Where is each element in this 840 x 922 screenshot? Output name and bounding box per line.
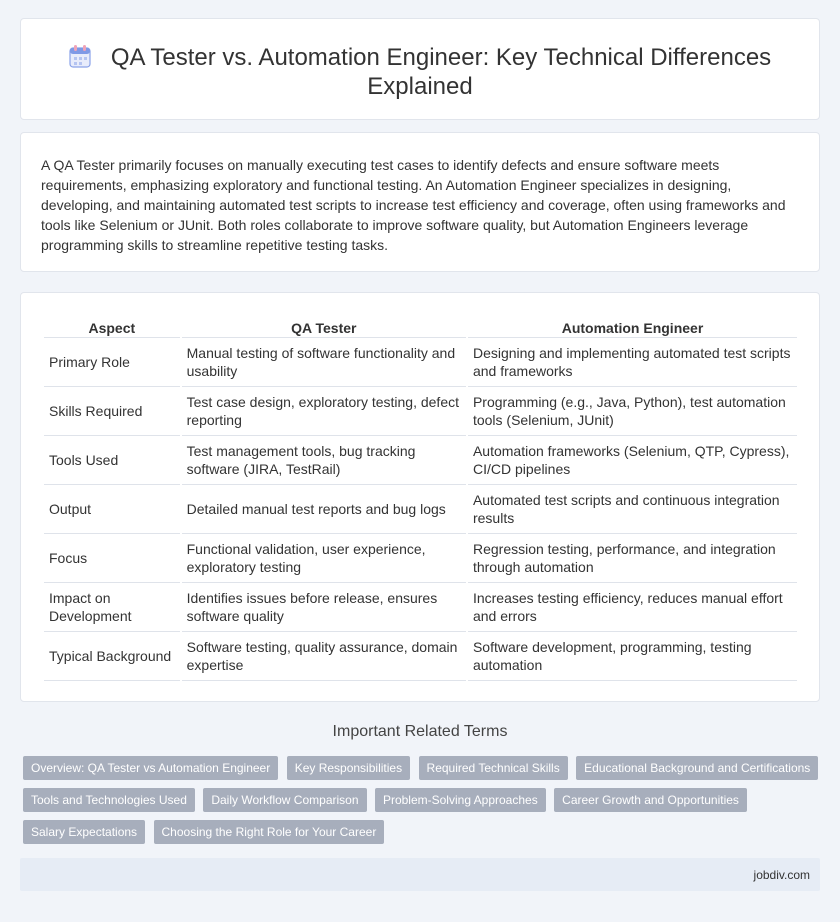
table-row bbox=[44, 436, 797, 485]
intro-text: A QA Tester primarily focuses on manually executing test cases to identify defects and ensure software meets requirements, emphasizing exploratory and functional testing. An Automation Engineer specializes in designing, developing, and maintaining automated test scripts to increase test efficiency and coverage, often using frameworks and tools like Selenium or JUnit. Both roles collaborate to improve software quality, but Automation Engineers leverage programming skills to streamline repetitive testing tasks. bbox=[41, 157, 786, 253]
row-automation-engineer: Automated test scripts and continuous integration results bbox=[468, 485, 797, 534]
intro-card bbox=[20, 132, 820, 272]
table-row bbox=[44, 632, 797, 681]
page-title: QA Tester vs. Automation Engineer: Key Technical Differences Explained bbox=[110, 44, 772, 100]
row-automation-engineer: Software development, programming, testing automation bbox=[468, 632, 797, 681]
tag-link[interactable]: Choosing the Right Role for Your Career bbox=[154, 820, 385, 844]
tag-row bbox=[23, 820, 823, 852]
page-title-wrap bbox=[61, 43, 779, 101]
related-terms-tags bbox=[23, 756, 823, 852]
table-header-row bbox=[44, 316, 797, 338]
row-qa-tester: Detailed manual test reports and bug logs bbox=[182, 485, 466, 534]
related-terms-title: Important Related Terms bbox=[332, 723, 508, 740]
row-automation-engineer: Regression testing, performance, and integration through automation bbox=[468, 534, 797, 583]
tag-link[interactable]: Required Technical Skills bbox=[419, 756, 568, 780]
tag-link[interactable]: Key Responsibilities bbox=[287, 756, 410, 780]
tag-link[interactable]: Daily Workflow Comparison bbox=[203, 788, 366, 812]
row-aspect: Tools Used bbox=[44, 436, 180, 485]
row-aspect: Focus bbox=[44, 534, 180, 583]
table-row bbox=[44, 485, 797, 534]
row-aspect: Primary Role bbox=[44, 338, 180, 387]
row-qa-tester: Identifies issues before release, ensures software quality bbox=[182, 583, 466, 632]
tag-link[interactable]: Educational Background and Certifications bbox=[576, 756, 818, 780]
table-row bbox=[44, 338, 797, 387]
header-aspect: Aspect bbox=[44, 316, 180, 338]
row-qa-tester: Manual testing of software functionality and usability bbox=[182, 338, 466, 387]
row-qa-tester: Software testing, quality assurance, domain expertise bbox=[182, 632, 466, 681]
table-row bbox=[44, 534, 797, 583]
header-qa-tester: QA Tester bbox=[182, 316, 466, 338]
row-aspect: Impact on Development bbox=[44, 583, 180, 632]
comparison-card bbox=[20, 292, 820, 702]
tag-link[interactable]: Salary Expectations bbox=[23, 820, 145, 844]
tag-link[interactable]: Career Growth and Opportunities bbox=[554, 788, 747, 812]
header-automation-engineer: Automation Engineer bbox=[468, 316, 797, 338]
row-aspect: Skills Required bbox=[44, 387, 180, 436]
tag-link[interactable]: Tools and Technologies Used bbox=[23, 788, 195, 812]
header-card bbox=[20, 18, 820, 120]
comparison-table bbox=[42, 316, 799, 681]
footer-site-link[interactable]: jobdiv.com bbox=[753, 868, 810, 882]
tag-row bbox=[23, 756, 823, 788]
tag-link[interactable]: Problem-Solving Approaches bbox=[375, 788, 546, 812]
row-qa-tester: Test case design, exploratory testing, defect reporting bbox=[182, 387, 466, 436]
calendar-icon bbox=[69, 44, 91, 68]
tag-row bbox=[23, 788, 823, 820]
row-automation-engineer: Increases testing efficiency, reduces manual effort and errors bbox=[468, 583, 797, 632]
row-aspect: Output bbox=[44, 485, 180, 534]
tag-link[interactable]: Overview: QA Tester vs Automation Engineer bbox=[23, 756, 278, 780]
row-qa-tester: Functional validation, user experience, exploratory testing bbox=[182, 534, 466, 583]
table-row bbox=[44, 387, 797, 436]
row-qa-tester: Test management tools, bug tracking software (JIRA, TestRail) bbox=[182, 436, 466, 485]
footer bbox=[20, 858, 820, 891]
row-automation-engineer: Programming (e.g., Java, Python), test automation tools (Selenium, JUnit) bbox=[468, 387, 797, 436]
row-automation-engineer: Designing and implementing automated test scripts and frameworks bbox=[468, 338, 797, 387]
table-row bbox=[44, 583, 797, 632]
row-automation-engineer: Automation frameworks (Selenium, QTP, Cypress), CI/CD pipelines bbox=[468, 436, 797, 485]
row-aspect: Typical Background bbox=[44, 632, 180, 681]
